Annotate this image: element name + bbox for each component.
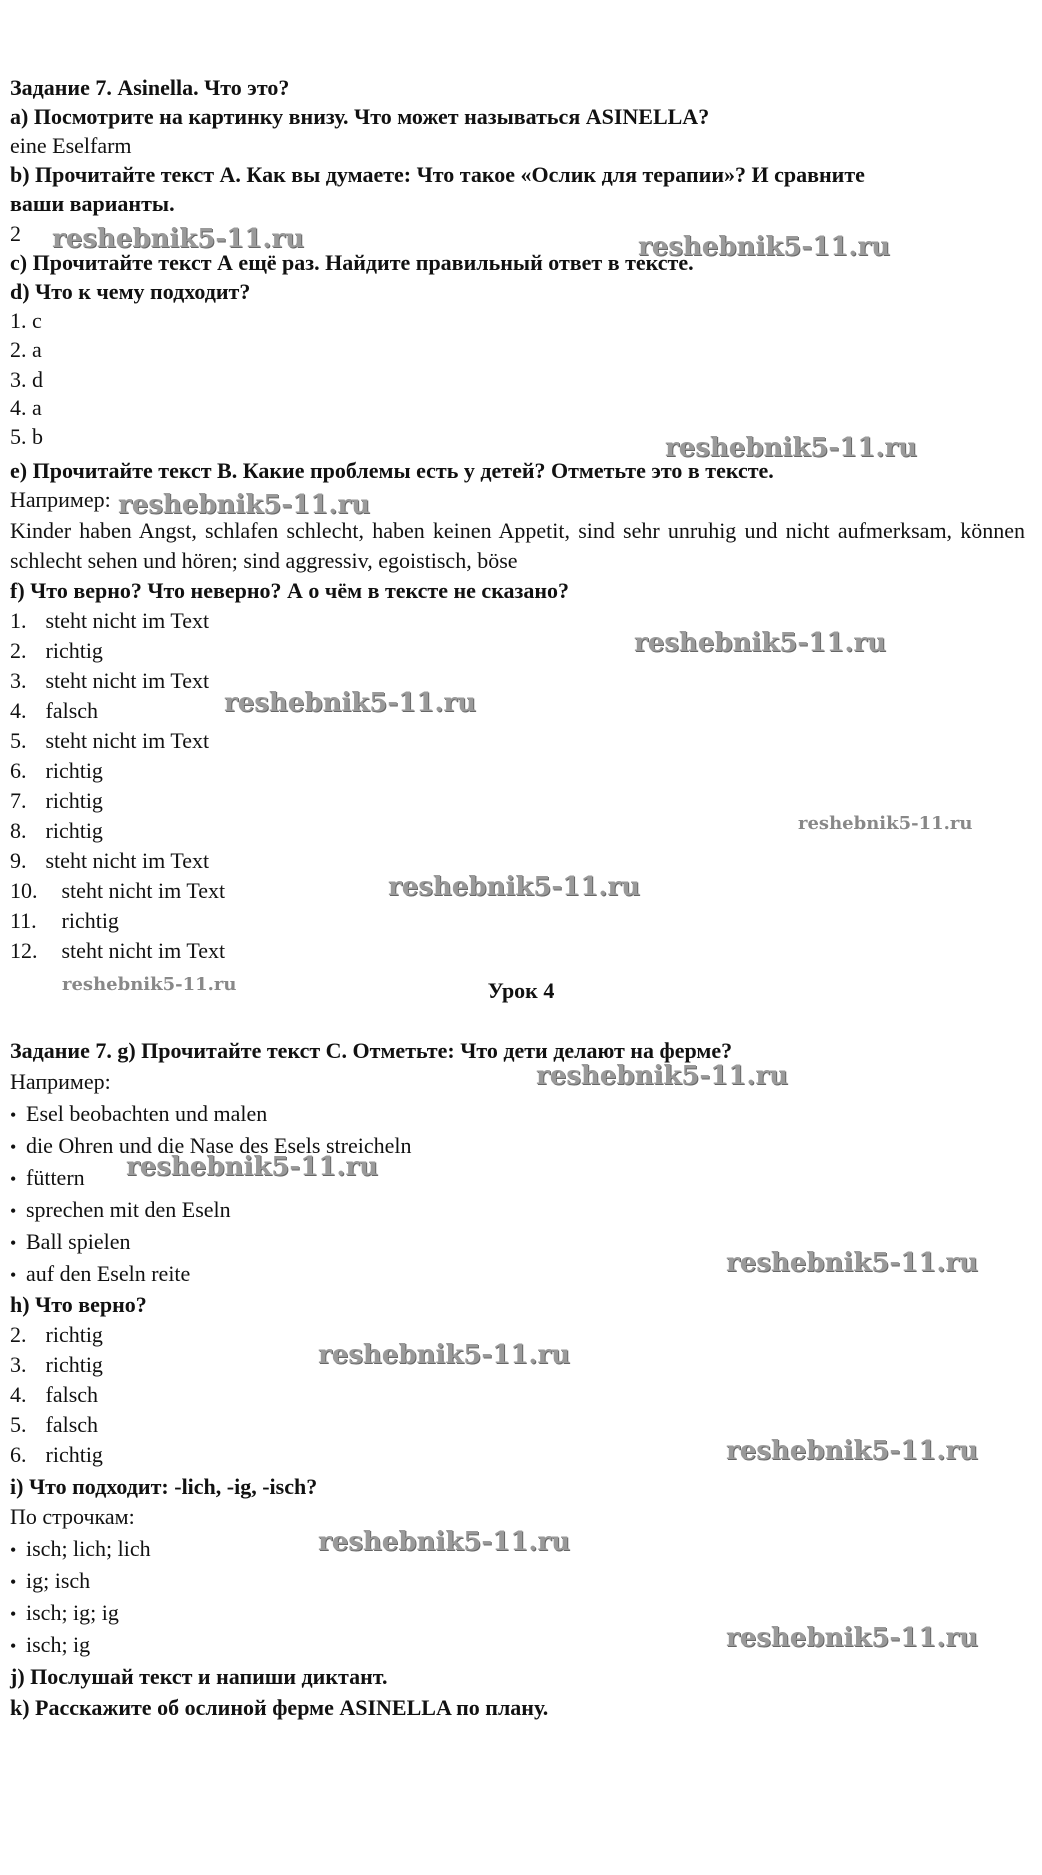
question-c: с) Прочитайте текст А ещё раз. Найдите правильный ответ в тексте.: [10, 250, 694, 275]
watermark: reshebnik5-11.ru: [52, 224, 305, 254]
f-item: [10, 757, 103, 785]
d-item: 3. d: [10, 367, 43, 392]
watermark: reshebnik5-11.ru: [798, 813, 973, 834]
list-item: [10, 1228, 130, 1257]
bullet-icon: •: [10, 1572, 17, 1592]
d-item: 2. a: [10, 337, 42, 362]
f-item: [10, 877, 225, 905]
item-text: die Ohren und die Nase des Esels streicheln: [26, 1133, 412, 1158]
list-item: [10, 1535, 151, 1564]
f-item: [10, 607, 209, 635]
item-text: isch; ig; ig: [26, 1600, 119, 1625]
item-text: sprechen mit den Eseln: [26, 1197, 231, 1222]
item-number: 12.: [10, 938, 38, 963]
item-text: richtig: [45, 1322, 103, 1347]
question-d: d) Что к чему подходит?: [10, 279, 251, 304]
item-number: 5.: [10, 728, 27, 753]
item-number: 4.: [10, 698, 27, 723]
item-text: richtig: [45, 1352, 103, 1377]
task-title: Задание 7. Asinella. Что это?: [10, 75, 290, 100]
bullet-icon: •: [10, 1137, 17, 1157]
item-text: füttern: [26, 1165, 85, 1190]
bullet-icon: •: [10, 1201, 17, 1221]
bullet-icon: •: [10, 1636, 17, 1656]
bullet-icon: •: [10, 1604, 17, 1624]
item-number: 3.: [10, 668, 27, 693]
item-text: isch; lich; lich: [26, 1536, 151, 1561]
item-text: falsch: [45, 1412, 99, 1437]
watermark: reshebnik5-11.ru: [318, 1340, 571, 1370]
item-number: 5.: [10, 1412, 27, 1437]
list-item: [10, 1196, 231, 1225]
item-text: steht nicht im Text: [45, 668, 210, 693]
question-g: Задание 7. g) Прочитайте текст С. Отметьте: Что дети делают на ферме?: [10, 1038, 733, 1063]
item-number: 4.: [10, 1382, 27, 1407]
f-item: [10, 817, 103, 845]
list-item: [10, 1260, 190, 1289]
watermark: reshebnik5-11.ru: [224, 688, 477, 718]
item-text: richtig: [45, 788, 103, 813]
item-text: ig; isch: [26, 1568, 91, 1593]
watermark: reshebnik5-11.ru: [126, 1152, 379, 1182]
item-number: 9.: [10, 848, 27, 873]
watermark: reshebnik5-11.ru: [62, 974, 237, 995]
item-number: 6.: [10, 1442, 27, 1467]
item-text: isch; ig: [26, 1632, 91, 1657]
list-item: [10, 1567, 90, 1596]
answer-b: 2: [10, 221, 21, 246]
item-number: 11.: [10, 908, 37, 933]
question-a: а) Посмотрите на картинку внизу. Что может называться ASINELLA?: [10, 104, 710, 129]
item-text: richtig: [45, 1442, 103, 1467]
item-text: steht nicht im Text: [45, 848, 210, 873]
watermark: reshebnik5-11.ru: [726, 1623, 979, 1653]
h-item: [10, 1351, 103, 1379]
example-label: Например:: [10, 487, 111, 512]
item-text: richtig: [45, 818, 103, 843]
item-number: 10.: [10, 878, 38, 903]
item-text: falsch: [45, 698, 99, 723]
lesson-heading: Урок 4: [487, 978, 555, 1003]
h-item: [10, 1441, 103, 1469]
question-b-cont: ваши варианты.: [10, 191, 175, 216]
watermark: reshebnik5-11.ru: [536, 1061, 789, 1091]
item-text: richtig: [45, 638, 103, 663]
bullet-icon: •: [10, 1169, 17, 1189]
watermark: reshebnik5-11.ru: [726, 1248, 979, 1278]
watermark: reshebnik5-11.ru: [388, 872, 641, 902]
question-j: j) Послушай текст и напиши диктант.: [10, 1664, 388, 1689]
list-item: [10, 1100, 267, 1129]
h-item: [10, 1381, 98, 1409]
item-text: steht nicht im Text: [45, 728, 210, 753]
f-item: [10, 727, 209, 755]
bullet-icon: •: [10, 1105, 17, 1125]
question-i: i) Что подходит: -lich, -ig, -isch?: [10, 1474, 318, 1499]
item-text: steht nicht im Text: [45, 608, 210, 633]
example-label: Например:: [10, 1069, 111, 1094]
question-k: k) Расскажите об ослиной ферме ASINELLA по плану.: [10, 1695, 549, 1720]
item-number: 1.: [10, 608, 27, 633]
d-item: 1. c: [10, 308, 42, 333]
h-item: [10, 1411, 98, 1439]
h-item: [10, 1321, 103, 1349]
item-number: 6.: [10, 758, 27, 783]
item-number: 2.: [10, 1322, 27, 1347]
item-text: richtig: [45, 758, 103, 783]
watermark: reshebnik5-11.ru: [638, 232, 891, 262]
f-item: [10, 907, 119, 935]
f-item: [10, 667, 209, 695]
question-h: h) Что верно?: [10, 1292, 147, 1317]
d-item: 5. b: [10, 424, 43, 449]
item-text: Ball spielen: [26, 1229, 131, 1254]
answer-a: eine Eselfarm: [10, 133, 132, 158]
item-text: Esel beobachten und malen: [26, 1101, 268, 1126]
question-e: е) Прочитайте текст В. Какие проблемы есть у детей? Отметьте это в тексте.: [10, 458, 774, 483]
item-text: steht nicht im Text: [61, 878, 226, 903]
answer-e: Kinder haben Angst, schlafen schlecht, haben keinen Appetit, sind sehr unruhig und nicht aufmerksam, können schlecht sehen und hören; sind aggressiv, egoistisch, böse: [10, 518, 1025, 573]
item-text: steht nicht im Text: [61, 938, 226, 963]
item-number: 3.: [10, 1352, 27, 1377]
item-text: richtig: [61, 908, 119, 933]
item-number: 2.: [10, 638, 27, 663]
f-item: [10, 937, 225, 965]
watermark: reshebnik5-11.ru: [634, 628, 887, 658]
question-b: b) Прочитайте текст А. Как вы думаете: Что такое «Ослик для терапии»? И сравните: [10, 162, 865, 187]
f-item: [10, 847, 209, 875]
bullet-icon: •: [10, 1540, 17, 1560]
bullet-icon: •: [10, 1233, 17, 1253]
watermark: reshebnik5-11.ru: [118, 490, 371, 520]
question-f: f) Что верно? Что неверно? А о чём в тексте не сказано?: [10, 578, 570, 603]
item-number: 7.: [10, 788, 27, 813]
d-item: 4. a: [10, 395, 42, 420]
by-lines-label: По строчкам:: [10, 1504, 135, 1529]
list-item: [10, 1164, 85, 1193]
item-text: falsch: [45, 1382, 99, 1407]
watermark: reshebnik5-11.ru: [665, 433, 918, 463]
item-text: auf den Eseln reite: [26, 1261, 191, 1286]
bullet-icon: •: [10, 1265, 17, 1285]
f-item: [10, 637, 103, 665]
item-number: 8.: [10, 818, 27, 843]
list-item: [10, 1599, 119, 1628]
list-item: [10, 1631, 90, 1660]
f-item: [10, 787, 103, 815]
watermark: reshebnik5-11.ru: [318, 1527, 571, 1557]
watermark: reshebnik5-11.ru: [726, 1436, 979, 1466]
f-item: [10, 697, 98, 725]
